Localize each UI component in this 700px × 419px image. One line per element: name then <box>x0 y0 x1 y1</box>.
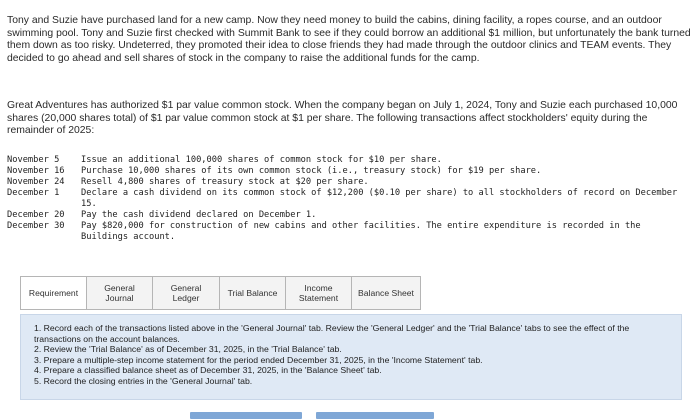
transaction-row <box>7 188 693 210</box>
tab-label: Balance Sheet <box>358 288 414 298</box>
tab-trial-balance[interactable] <box>220 277 286 309</box>
transaction-text: Pay $820,000 for construction of new cabins and other facilities. The entire expenditure is recorded in the Buildings account. <box>81 221 641 242</box>
transaction-row <box>7 155 693 166</box>
requirement-item: 5. Record the closing entries in the 'General Journal' tab. <box>34 375 253 386</box>
transaction-date: November 24 <box>7 177 65 187</box>
intro-paragraph-2: Great Adventures has authorized $1 par value common stock. When the company began on July 1, 2024, Tony and Suzie each purchased 10,000 shares (20,000 shares total) of $1 par value common stock at $1 per share. The following transactions affect stockholders' equity during the remainder of 2025: <box>7 100 678 137</box>
tab-bar <box>20 276 421 310</box>
tab-label: Requirement <box>28 288 79 298</box>
transaction-date: November 16 <box>7 166 65 176</box>
transaction-text: Pay the cash dividend declared on December 1. <box>81 210 317 220</box>
tab-general-journal[interactable] <box>87 277 153 309</box>
requirement-item: 4. Prepare a classified balance sheet as of December 31, 2025, in the 'Balance Sheet' tab. <box>34 365 382 376</box>
intro-paragraph-1: Tony and Suzie have purchased land for a new camp. Now they need money to build the cabins, dining facility, a ropes course, and an outdoor swimming pool. Tony and Suzie first checked with Summit Bank to see if they could borrow an additional $1 million, but unfortunately the bank turned them down as too risky. Undeterred, they promoted their idea to close friends they had made through the outdoor clinics and TEAM events. They decided to go ahead and sell shares of stock in the company to raise the additional funds for the camp. <box>7 15 691 64</box>
transaction-text: Declare a cash dividend on its common stock of $12,200 ($0.10 per share) to all stockholders of record on December 15. <box>81 188 678 209</box>
requirement-item: 3. Prepare a multiple-step income statement for the period ended December 31, 2025, in the 'Income Statement' tab. <box>34 354 483 365</box>
transaction-text: Resell 4,800 shares of treasury stock at $20 per share. <box>81 177 369 187</box>
transaction-date: December 20 <box>7 210 65 220</box>
tab-general-ledger[interactable] <box>153 277 220 309</box>
tab-balance-sheet[interactable] <box>352 277 420 309</box>
transaction-date: December 1 <box>7 188 60 198</box>
tab-label: General Journal <box>104 283 135 303</box>
tab-label: Trial Balance <box>227 288 278 298</box>
tab-label: Income Statement <box>298 283 339 303</box>
transaction-row <box>7 177 693 188</box>
transaction-row <box>7 221 693 243</box>
transaction-row <box>7 166 693 177</box>
transaction-text: Issue an additional 100,000 shares of common stock for $10 per share. <box>81 155 442 165</box>
tab-label: General Ledger <box>170 283 202 303</box>
transaction-date: November 5 <box>7 155 60 165</box>
previous-button[interactable] <box>190 412 302 419</box>
requirements-panel <box>20 314 682 400</box>
tab-income-statement[interactable] <box>286 277 352 309</box>
transaction-date: December 30 <box>7 221 65 231</box>
tab-requirement[interactable] <box>21 277 87 309</box>
transaction-text: Purchase 10,000 shares of its own common stock (i.e., treasury stock) for $19 per share. <box>81 166 542 176</box>
transaction-list <box>7 155 693 243</box>
requirement-item: 1. Record each of the transactions listed above in the 'General Journal' tab. Review the 'General Ledger' and the 'Trial Balance' tabs to see the effect of the transactions on the account balances. <box>34 323 630 344</box>
next-button[interactable] <box>316 412 434 419</box>
transaction-row <box>7 210 693 221</box>
requirement-item: 2. Review the 'Trial Balance' as of December 31, 2025, in the 'Trial Balance' tab. <box>34 344 342 355</box>
